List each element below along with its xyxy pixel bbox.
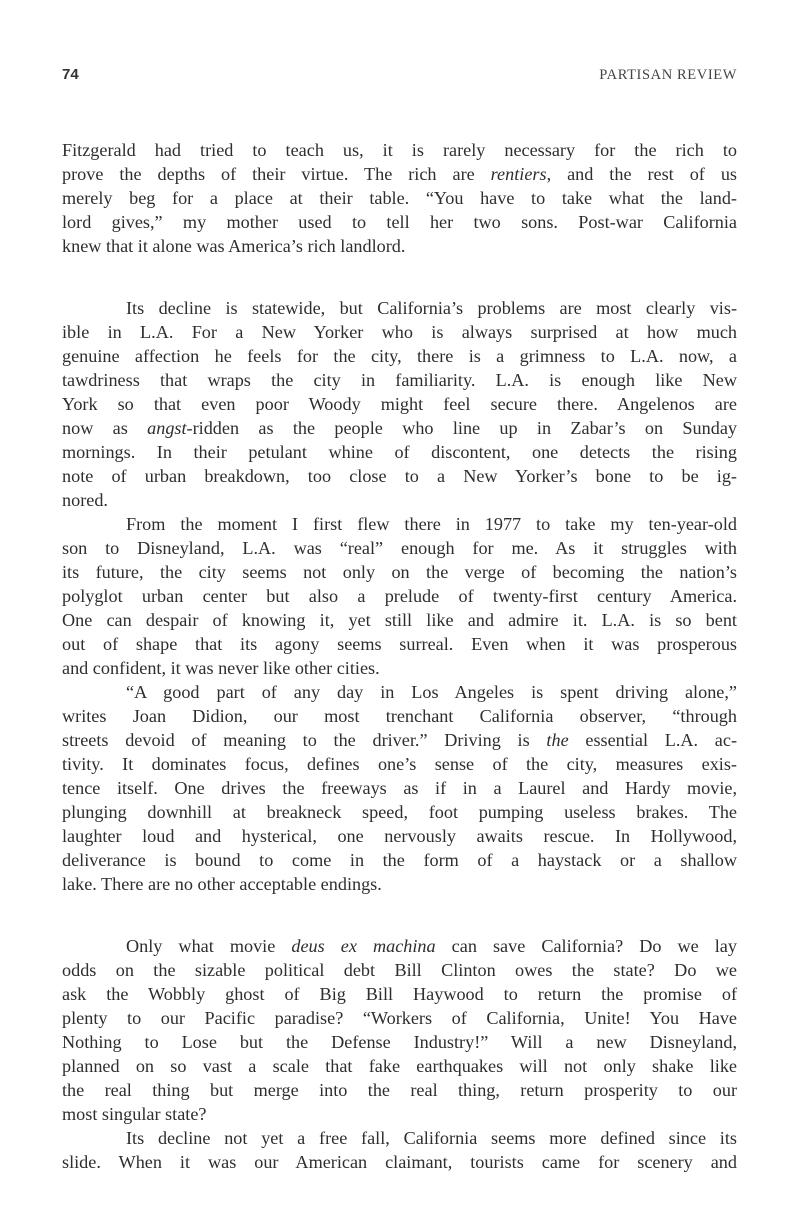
paragraph [62, 934, 737, 1126]
text-line: writes Joan Didion, our most trenchant California observer, “through [62, 706, 737, 726]
text-line: ible in L.A. For a New Yorker who is always surprised at how much [62, 322, 737, 342]
text-line: slide. When it was our American claimant, tourists came for scenery and [62, 1152, 737, 1172]
text-line: knew that it alone was America’s rich landlord. [62, 236, 406, 256]
paragraph [62, 138, 737, 258]
text-line: ask the Wobbly ghost of Big Bill Haywood to return the promise of [62, 984, 737, 1004]
text-line: odds on the sizable political debt Bill Clinton owes the state? Do we [62, 960, 737, 980]
italic-term: deus ex machina [291, 936, 436, 956]
italic-term: rentiers [490, 164, 547, 184]
text-line: mornings. In their petulant whine of discontent, one detects the rising [62, 442, 737, 462]
text-segment: can save California? Do we lay [435, 936, 737, 956]
text-line: lake. There are no other acceptable endings. [62, 874, 382, 894]
text-segment: Only what movie [126, 936, 292, 956]
text-line: Its decline not yet a free fall, California seems more defined since its [126, 1128, 737, 1148]
text-line: One can despair of knowing it, yet still like and admire it. L.A. is so bent [62, 610, 737, 630]
paragraph [62, 680, 737, 896]
text-line: plenty to our Pacific paradise? “Workers of California, Unite! You Have [62, 1008, 737, 1028]
text-line: “A good part of any day in Los Angeles is spent driving alone,” [126, 682, 737, 702]
italic-term: the [546, 730, 569, 750]
text-segment: -ridden as the people who line up in Zabar’s on Sunday [186, 418, 737, 438]
text-line: Nothing to Lose but the Defense Industry!” Will a new Disneyland, [62, 1032, 737, 1052]
text-line [62, 162, 737, 186]
running-header-journal-title: PARTISAN REVIEW [599, 67, 737, 83]
text-line: son to Disneyland, L.A. was “real” enough for me. As it struggles with [62, 538, 737, 558]
text-line [62, 934, 737, 958]
text-line: polyglot urban center but also a prelude of twenty-first century America. [62, 586, 737, 606]
text-line: note of urban breakdown, too close to a New Yorker’s bone to be ig- [62, 466, 737, 486]
text-line: plunging downhill at breakneck speed, foot pumping useless brakes. The [62, 802, 737, 822]
text-line: genuine affection he feels for the city, there is a grimness to L.A. now, a [62, 346, 737, 366]
text-line: out of shape that its agony seems surreal. Even when it was prosperous [62, 634, 737, 654]
text-line: most singular state? [62, 1104, 207, 1124]
text-segment: , and the rest of us [546, 164, 737, 184]
article-body [62, 138, 737, 1174]
text-segment: streets devoid of meaning to the driver.” Driving is [62, 730, 547, 750]
text-line: laughter loud and hysterical, one nervously awaits rescue. In Hollywood, [62, 826, 737, 846]
paragraph [62, 296, 737, 512]
text-segment: prove the depths of their virtue. The rich are [62, 164, 491, 184]
text-line: merely beg for a place at their table. “You have to take what the land- [62, 188, 737, 208]
page-number: 74 [62, 66, 79, 83]
text-segment: now as [62, 418, 148, 438]
text-line: York so that even poor Woody might feel secure there. Angelenos are [62, 394, 737, 414]
paragraph [62, 1126, 737, 1174]
paragraph [62, 512, 737, 680]
text-line: and confident, it was never like other cities. [62, 658, 380, 678]
text-line: nored. [62, 490, 108, 510]
italic-term: angst [147, 418, 187, 438]
text-line: planned on so vast a scale that fake earthquakes will not only shake like [62, 1056, 737, 1076]
text-line [62, 416, 737, 440]
text-line: tawdriness that wraps the city in familiarity. L.A. is enough like New [62, 370, 737, 390]
text-line: Its decline is statewide, but California’s problems are most clearly vis- [126, 298, 737, 318]
text-line: lord gives,” my mother used to tell her two sons. Post-war California [62, 212, 737, 232]
text-line: the real thing but merge into the real thing, return prosperity to our [62, 1080, 737, 1100]
text-line: tivity. It dominates focus, defines one’s sense of the city, measures exis- [62, 754, 737, 774]
text-line: From the moment I first flew there in 1977 to take my ten-year-old [126, 514, 737, 534]
text-line: deliverance is bound to come in the form of a haystack or a shallow [62, 850, 737, 870]
text-line [62, 728, 737, 752]
text-line: its future, the city seems not only on the verge of becoming the nation’s [62, 562, 737, 582]
text-line: Fitzgerald had tried to teach us, it is rarely necessary for the rich to [62, 140, 737, 160]
text-line: tence itself. One drives the freeways as if in a Laurel and Hardy movie, [62, 778, 737, 798]
text-segment: essential L.A. ac- [568, 730, 738, 750]
